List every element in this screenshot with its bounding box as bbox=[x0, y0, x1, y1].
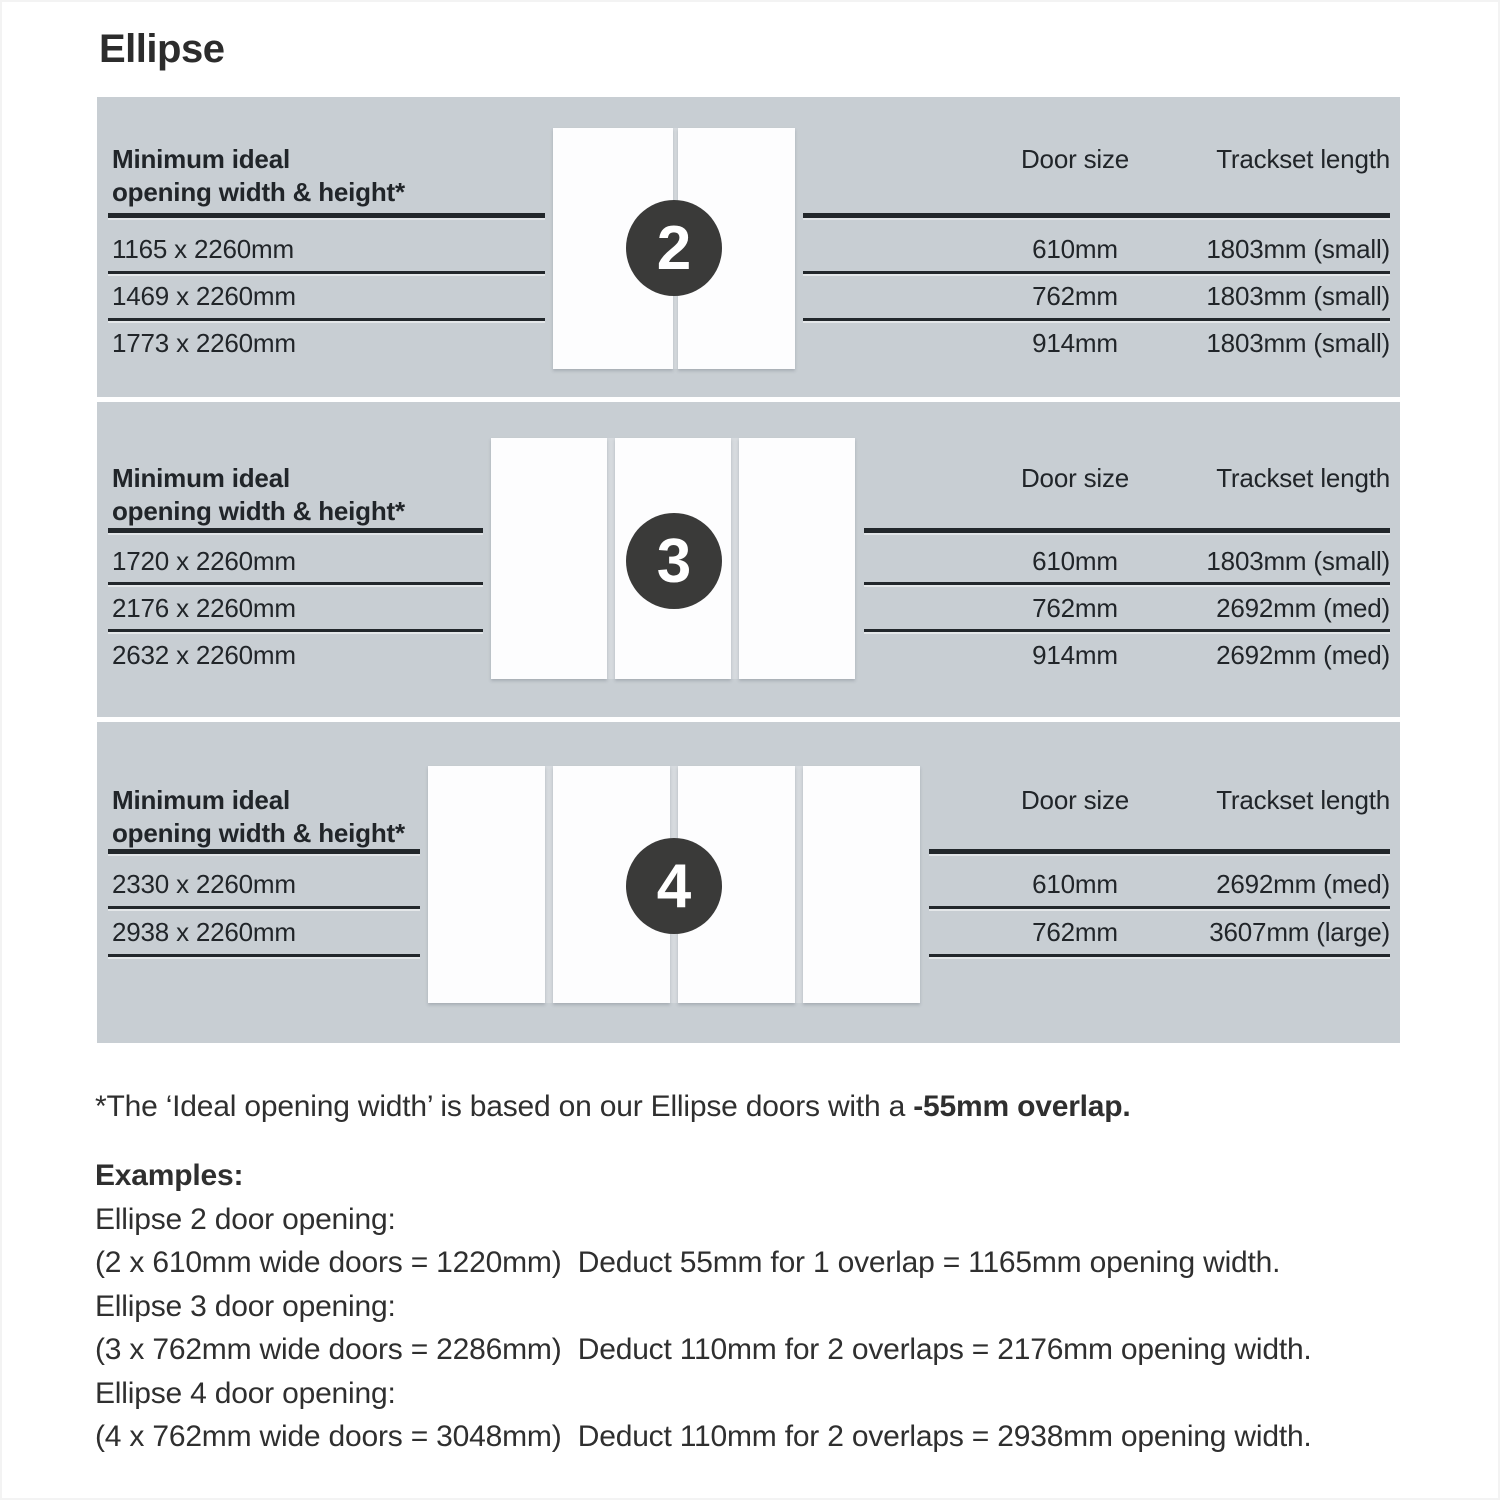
examples-block bbox=[95, 1154, 1475, 1459]
opening-size: 2176 x 2260mm bbox=[112, 593, 296, 623]
opening-header: Minimum ideal opening width & height* bbox=[112, 144, 405, 207]
opening-size: 2330 x 2260mm bbox=[112, 869, 296, 899]
door-panel bbox=[739, 438, 855, 679]
door-size-header: Door size bbox=[1020, 463, 1129, 493]
opening-size: 1720 x 2260mm bbox=[112, 546, 296, 576]
trackset-length: 2692mm (med) bbox=[1216, 869, 1390, 899]
door-size: 610mm bbox=[1032, 234, 1118, 264]
door-size: 762mm bbox=[1032, 917, 1118, 947]
trackset-length: 1803mm (small) bbox=[1206, 546, 1390, 576]
section-divider bbox=[97, 397, 1400, 402]
row-rule-right bbox=[864, 629, 1390, 632]
door-size: 610mm bbox=[1032, 869, 1118, 899]
header-rule-right bbox=[929, 849, 1390, 854]
example-line: (4 x 762mm wide doors = 3048mm) Deduct 110mm for 2 overlaps = 2938mm opening width. bbox=[95, 1420, 1312, 1453]
opening-header: Minimum ideal opening width & height* bbox=[112, 785, 405, 848]
overlap-footnote bbox=[95, 1088, 1455, 1126]
row-rule-right bbox=[864, 582, 1390, 585]
door-count-badge: 2 bbox=[626, 200, 722, 296]
opening-size: 2632 x 2260mm bbox=[112, 640, 296, 670]
door-panel bbox=[491, 438, 607, 679]
trackset-length: 2692mm (med) bbox=[1216, 640, 1390, 670]
trackset-length: 3607mm (large) bbox=[1209, 917, 1390, 947]
header-rule-right bbox=[864, 528, 1390, 533]
example-line: (3 x 762mm wide doors = 2286mm) Deduct 110mm for 2 overlaps = 2176mm opening width. bbox=[95, 1333, 1312, 1366]
header-rule-left bbox=[108, 213, 545, 218]
trackset-header: Trackset length bbox=[1216, 463, 1390, 493]
row-rule-left bbox=[108, 954, 420, 957]
header-rule-right bbox=[803, 213, 1390, 218]
row-rule-right bbox=[929, 954, 1390, 957]
footnote-bold: -55mm overlap. bbox=[913, 1090, 1131, 1123]
door-count-badge: 3 bbox=[626, 513, 722, 609]
row-rule-left bbox=[108, 318, 545, 321]
page-title: Ellipse bbox=[99, 27, 225, 71]
row-rule-left bbox=[108, 629, 483, 632]
row-rule-right bbox=[803, 271, 1390, 274]
opening-header: Minimum ideal opening width & height* bbox=[112, 463, 405, 526]
example-line: (2 x 610mm wide doors = 1220mm) Deduct 55mm for 1 overlap = 1165mm opening width. bbox=[95, 1246, 1281, 1279]
footnote-text: *The ‘Ideal opening width’ is based on our Ellipse doors with a bbox=[95, 1090, 914, 1123]
example-line: Ellipse 3 door opening: bbox=[95, 1289, 396, 1323]
trackset-length: 2692mm (med) bbox=[1216, 593, 1390, 623]
door-size: 914mm bbox=[1032, 328, 1118, 358]
trackset-length: 1803mm (small) bbox=[1206, 234, 1390, 264]
row-rule-left bbox=[108, 906, 420, 909]
door-panel bbox=[428, 766, 545, 1003]
row-rule-right bbox=[803, 318, 1390, 321]
door-panel bbox=[803, 766, 920, 1003]
opening-size: 1165 x 2260mm bbox=[112, 234, 294, 264]
example-line: Ellipse 4 door opening: bbox=[95, 1376, 396, 1410]
section-divider bbox=[97, 717, 1400, 722]
row-rule-left bbox=[108, 582, 483, 585]
example-line: Ellipse 2 door opening: bbox=[95, 1202, 396, 1236]
header-rule-left bbox=[108, 528, 483, 533]
door-size: 762mm bbox=[1032, 281, 1118, 311]
door-size-header: Door size bbox=[1020, 785, 1129, 815]
door-size: 762mm bbox=[1032, 593, 1118, 623]
trackset-header: Trackset length bbox=[1216, 144, 1390, 174]
door-size: 610mm bbox=[1032, 546, 1118, 576]
opening-size: 1469 x 2260mm bbox=[112, 281, 296, 311]
door-size-header: Door size bbox=[1020, 144, 1129, 174]
opening-size: 1773 x 2260mm bbox=[112, 328, 296, 358]
trackset-header: Trackset length bbox=[1216, 785, 1390, 815]
trackset-length: 1803mm (small) bbox=[1206, 328, 1390, 358]
door-count-badge: 4 bbox=[626, 838, 722, 934]
row-rule-right bbox=[929, 906, 1390, 909]
door-size: 914mm bbox=[1032, 640, 1118, 670]
trackset-length: 1803mm (small) bbox=[1206, 281, 1390, 311]
row-rule-left bbox=[108, 271, 545, 274]
opening-size: 2938 x 2260mm bbox=[112, 917, 296, 947]
header-rule-left bbox=[108, 849, 420, 854]
examples-heading: Examples: bbox=[95, 1159, 244, 1192]
